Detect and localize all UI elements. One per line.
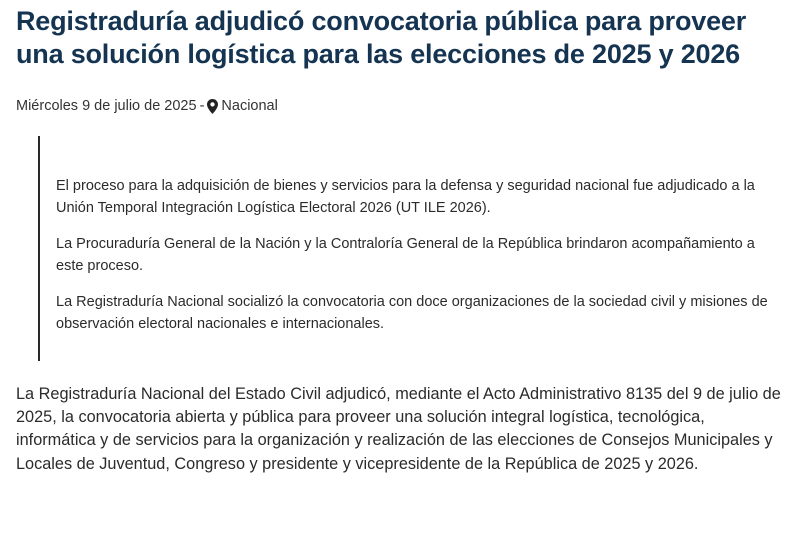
article-body-paragraph: La Registraduría Nacional del Estado Civil adjudicó, mediante el Acto Administrativo 8135 del 9 de julio de 2025, la convocatoria abierta y pública para proveer una solución integral logística, tecnológica, informática y de servicios para la organización y realización de las elecciones de Consejos Municipales y Locales de Juventud, Congreso y presidente y vicepresidente de la República de 2025 y 2026. [16,385,781,473]
map-pin-icon [207,99,218,114]
highlight-item: El proceso para la adquisición de bienes y servicios para la defensa y seguridad nacional fue adjudicado a la Unión Temporal Integración Logística Electoral 2026 (UT ILE 2026). [56,178,755,216]
article-title: Registraduría adjudicó convocatoria pública para proveer una solución logística para las elecciones de 2025 y 2026 [16,6,747,69]
article [16,0,786,476]
article-highlights [38,136,786,361]
article-location: Nacional [221,98,278,114]
article-date: Miércoles 9 de julio de 2025 [16,98,197,114]
highlight-item: La Registraduría Nacional socializó la convocatoria con doce organizaciones de la sociedad civil y misiones de observación electoral nacionales e internacionales. [56,294,768,332]
meta-separator: - [199,98,205,114]
article-meta [16,97,786,115]
highlight-item: La Procuraduría General de la Nación y la Contraloría General de la República brindaron acompañamiento a este proceso. [56,236,755,274]
